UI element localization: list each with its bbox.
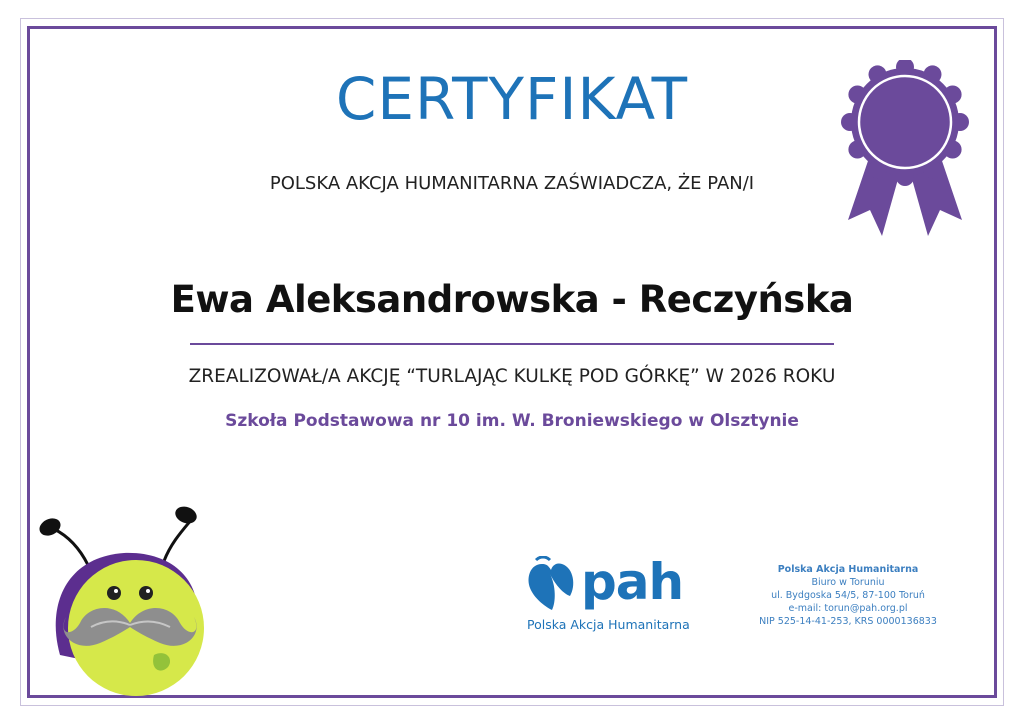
office-email: e-mail: torun@pah.org.pl: [788, 603, 908, 614]
recipient-name: Ewa Aleksandrowska - Reczyńska: [170, 278, 854, 321]
heart-mark-icon: [526, 556, 576, 612]
office-branch: Biuro w Toruniu: [811, 577, 885, 588]
award-rosette-icon: [840, 60, 970, 245]
office-contact: [748, 563, 948, 628]
certificate-intro: POLSKA AKCJA HUMANITARNA ZAŚWIADCZA, ŻE PAN/I: [269, 173, 755, 194]
pah-tagline: Polska Akcja Humanitarna: [527, 617, 690, 632]
pah-wordmark: pah: [581, 553, 684, 611]
office-org: Polska Akcja Humanitarna: [777, 564, 919, 575]
certificate-title: CERTYFIKAT: [335, 65, 689, 133]
school-name: Szkoła Podstawowa nr 10 im. W. Broniewskiego w Olsztynie: [225, 411, 799, 431]
pah-logo: [524, 553, 694, 636]
office-ids: NIP 525-14-41-253, KRS 0000136833: [759, 616, 937, 627]
mustached-ball-mascot: [36, 505, 226, 700]
certificate-statement: ZREALIZOWAŁ/A AKCJĘ “TURLAJĄC KULKĘ POD GÓRKĘ” W 2026 ROKU: [188, 366, 836, 387]
name-underline: [190, 343, 834, 345]
office-address: ul. Bydgoska 54/5, 87-100 Toruń: [771, 590, 925, 601]
